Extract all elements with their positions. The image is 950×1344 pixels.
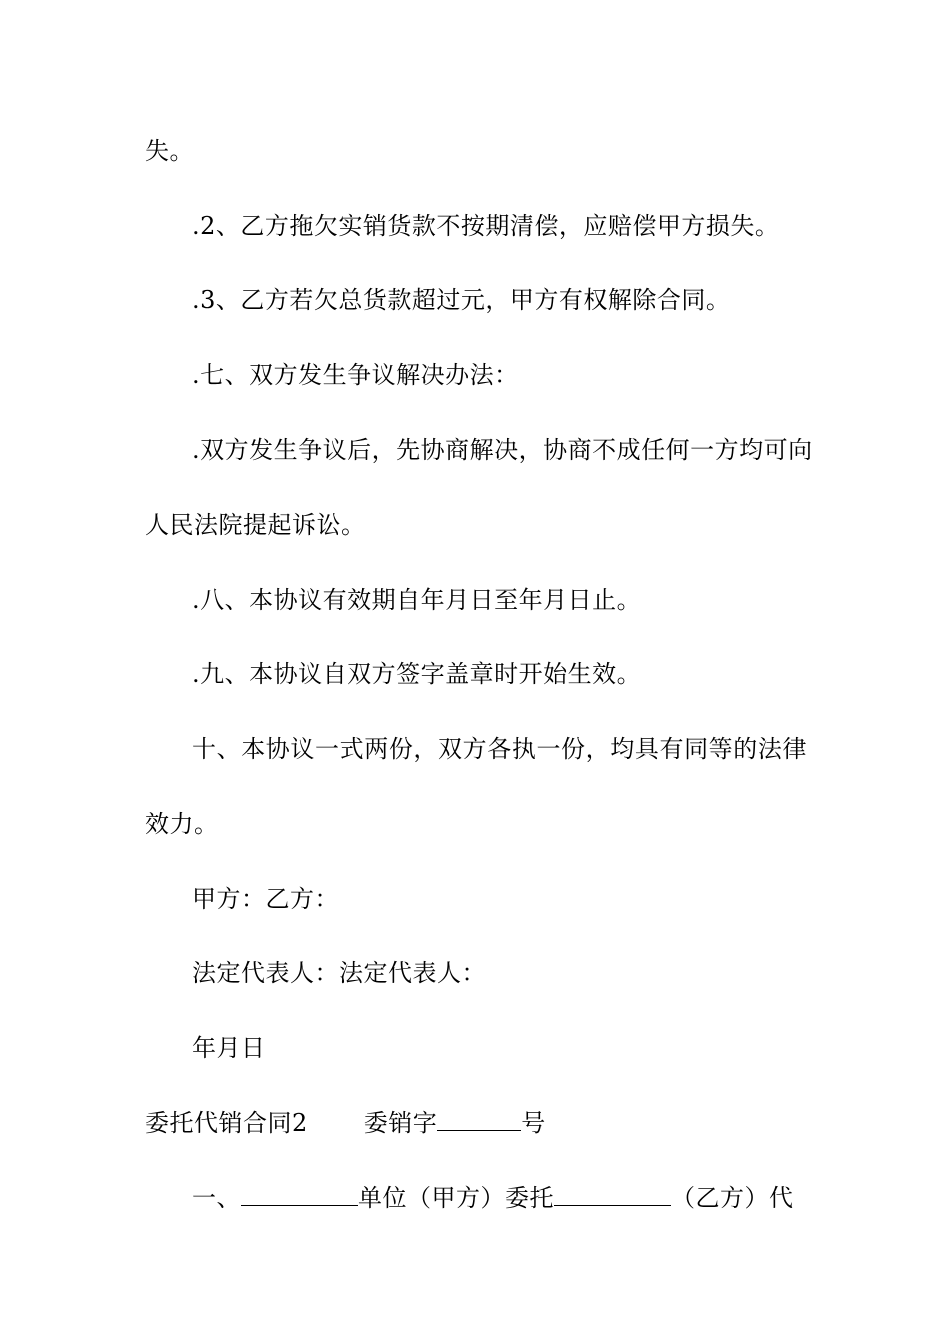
- signature-date-line: 年月日: [192, 1034, 266, 1062]
- paragraph-line: 人民法院提起诉讼。: [145, 511, 366, 539]
- contract-number-suffix: 号: [521, 1109, 546, 1137]
- clause-one-suffix: （乙方）代: [671, 1184, 794, 1212]
- paragraph-line: .3、乙方若欠总货款超过元，甲方有权解除合同。: [192, 286, 731, 314]
- paragraph-line: 效力。: [145, 810, 219, 838]
- clause-one-line: [192, 1183, 794, 1213]
- signature-parties-line: 甲方：乙方：: [192, 885, 339, 913]
- signature-representatives-line: 法定代表人：法定代表人：: [192, 959, 486, 987]
- paragraph-line: .七、双方发生争议解决办法：: [192, 361, 519, 389]
- paragraph-line: .2、乙方拖欠实销货款不按期清偿，应赔偿甲方损失。: [192, 212, 780, 240]
- clause-one-prefix: 一、: [192, 1184, 241, 1212]
- contract-number-blank: [437, 1108, 521, 1131]
- contract-title: 委托代销合同2: [145, 1109, 308, 1137]
- paragraph-line: 失。: [145, 137, 194, 165]
- paragraph-line: 十、本协议一式两份，双方各执一份，均具有同等的法律: [192, 735, 807, 763]
- clause-one-middle: 单位（甲方）委托: [358, 1184, 554, 1212]
- agent-unit-blank: [554, 1183, 671, 1206]
- paragraph-line: .八、本协议有效期自年月日至年月日止。: [192, 586, 642, 614]
- contract-number-prefix: 委销字: [363, 1109, 438, 1137]
- contract-heading: [145, 1108, 546, 1138]
- paragraph-line: .双方发生争议后，先协商解决，协商不成任何一方均可向: [192, 436, 813, 464]
- principal-unit-blank: [241, 1183, 358, 1206]
- paragraph-line: .九、本协议自双方签字盖章时开始生效。: [192, 660, 642, 688]
